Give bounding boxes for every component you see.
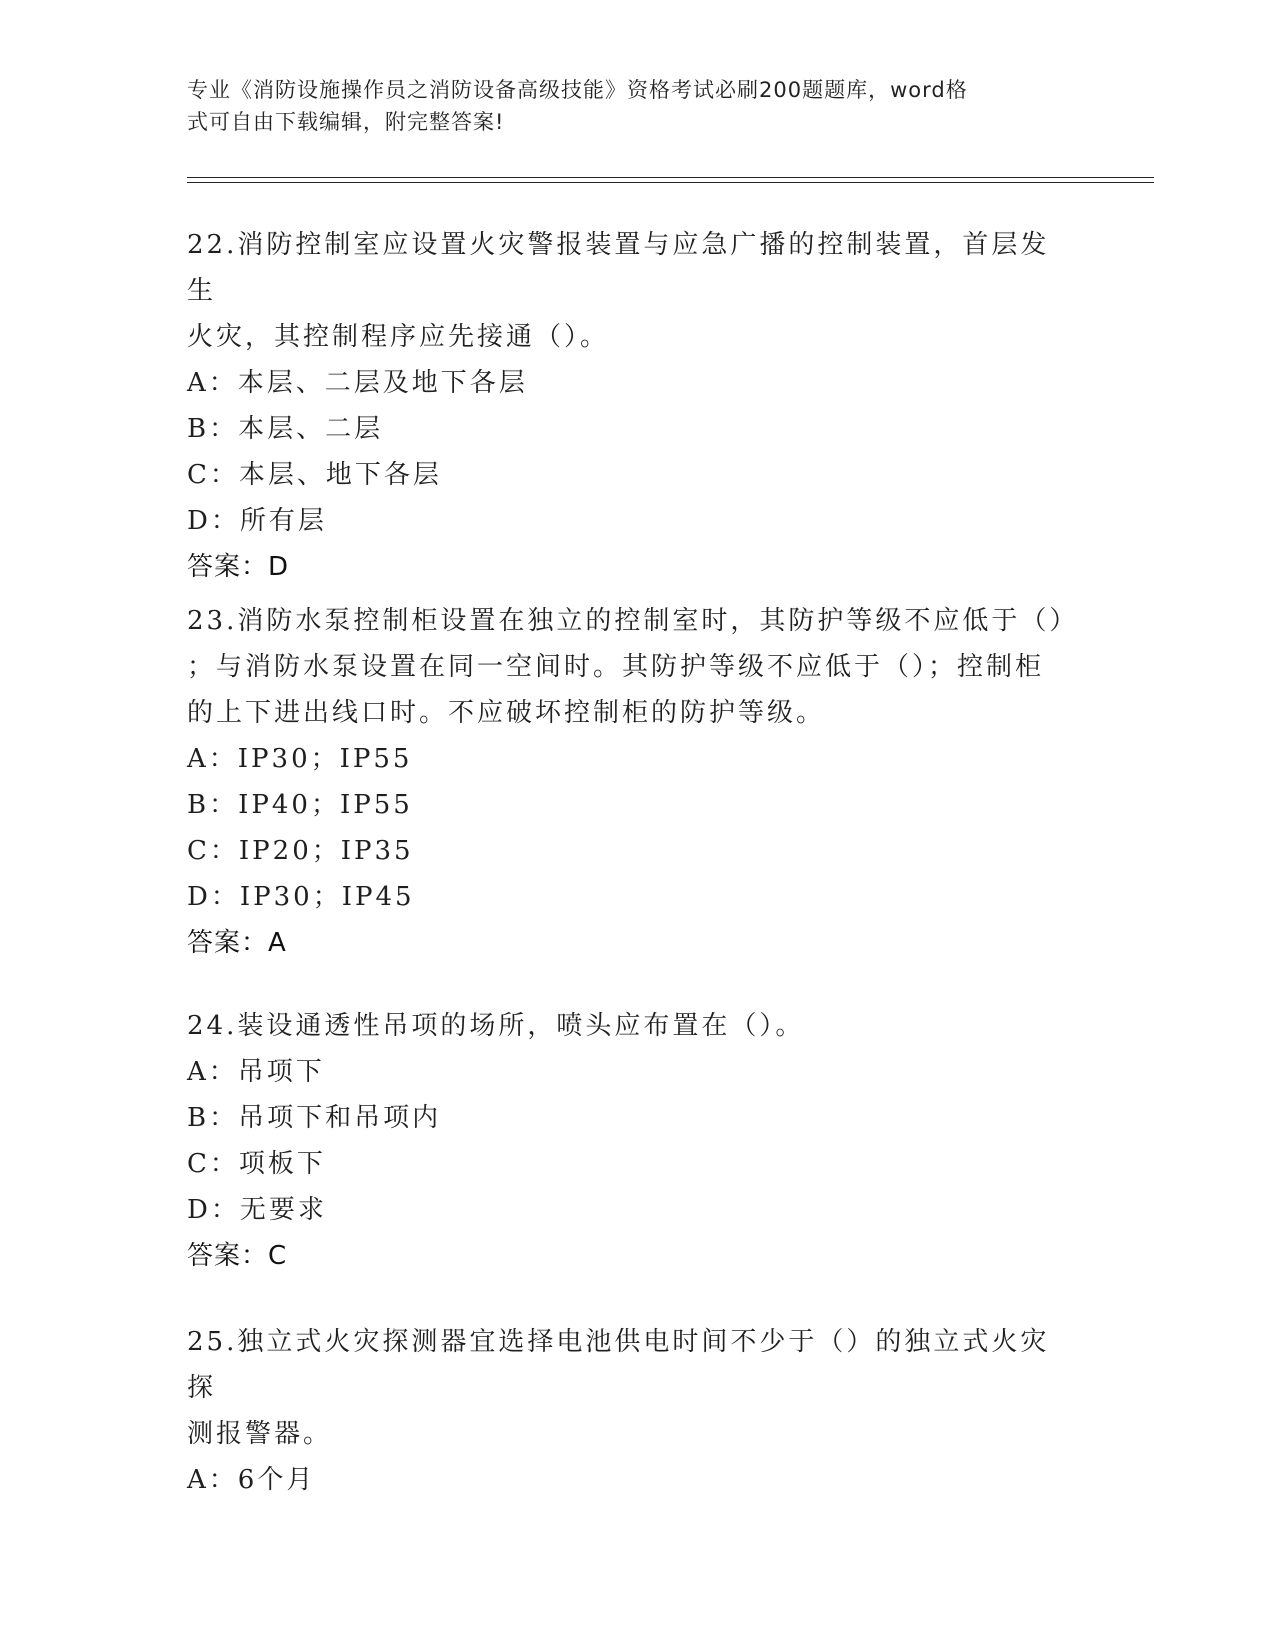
question-24 — [187, 1003, 1067, 1279]
question-stem-line: ；与消防水泵设置在同一空间时。其防护等级不应低于（）；控制柜 — [187, 652, 1045, 682]
question-22 — [187, 222, 1067, 590]
option-b: B：IP40；IP55 — [187, 790, 413, 820]
option-c: C：IP20；IP35 — [187, 836, 414, 866]
header-line-1: 专业《消防设施操作员之消防设备高级技能》资格考试必刷200题题库，word格 — [187, 78, 968, 102]
question-stem-line: 22.消防控制室应设置火灾警报装置与应急广播的控制装置，首层发生 — [187, 230, 1050, 306]
question-stem-line: 的上下进出线口时。不应破坏控制柜的防护等级。 — [187, 698, 826, 728]
option-a: A：IP30；IP55 — [187, 744, 413, 774]
answer-line: 答案：C — [187, 1241, 288, 1271]
option-b: B：本层、二层 — [187, 414, 384, 444]
answer-line: 答案：A — [187, 928, 287, 958]
question-stem-line: 24.装设通透性吊项的场所，喷头应布置在（）。 — [187, 1011, 805, 1041]
question-25 — [187, 1319, 1067, 1503]
question-stem-line: 测报警器。 — [187, 1419, 333, 1449]
header-line-2: 式可自由下载编辑，附完整答案! — [187, 110, 505, 134]
option-b: B：吊项下和吊项内 — [187, 1103, 442, 1133]
question-23 — [187, 598, 1079, 966]
option-c: C：项板下 — [187, 1149, 326, 1179]
question-stem-line: 火灾，其控制程序应先接通（）。 — [187, 322, 610, 352]
header-divider-top — [187, 177, 1154, 178]
option-d: D：所有层 — [187, 506, 327, 536]
answer-line: 答案：D — [187, 552, 290, 582]
option-d: D：IP30；IP45 — [187, 882, 415, 912]
option-c: C：本层、地下各层 — [187, 460, 442, 490]
option-a: A：本层、二层及地下各层 — [187, 368, 528, 398]
document-header — [187, 74, 1067, 138]
question-stem-line: 23.消防水泵控制柜设置在独立的控制室时，其防护等级不应低于（） — [187, 606, 1079, 636]
option-a: A：吊项下 — [187, 1057, 325, 1087]
header-divider-bottom — [187, 182, 1154, 183]
option-a: A：6个月 — [187, 1465, 316, 1495]
option-d: D：无要求 — [187, 1195, 327, 1225]
question-stem-line: 25.独立式火灾探测器宜选择电池供电时间不少于（）的独立式火灾探 — [187, 1327, 1050, 1403]
